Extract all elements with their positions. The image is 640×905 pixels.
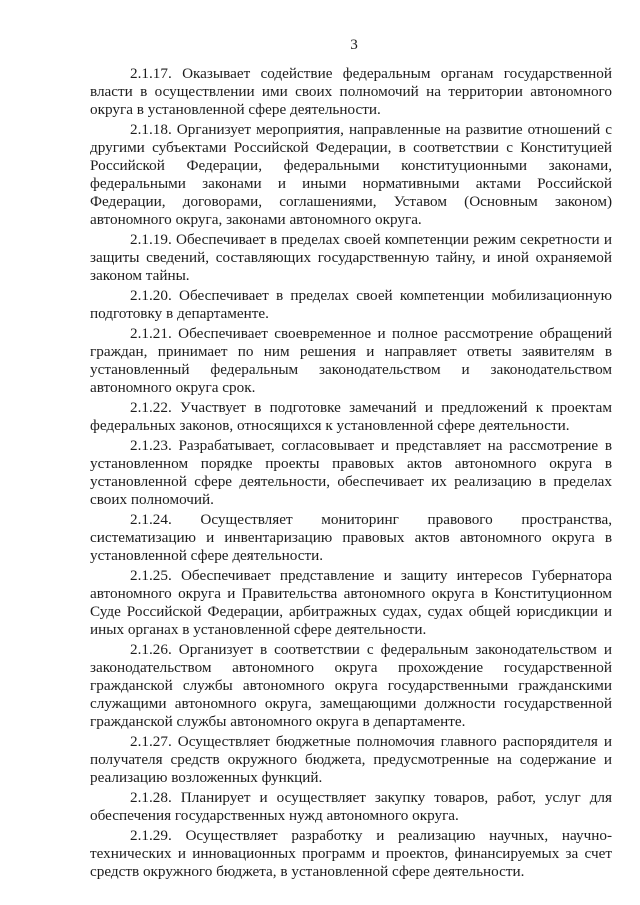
paragraph-2-1-21: 2.1.21. Обеспечивает своевременное и полное рассмотрение обращений граждан, принимает по ним решения и направляет ответы заявителям в установленный федеральным законодательством и законодательством автономного округа срок.: [90, 325, 612, 396]
paragraph-2-1-23: 2.1.23. Разрабатывает, согласовывает и представляет на рассмотрение в установленном порядке проекты правовых актов автономного округа в установленной сфере деятельности, обеспечивает их реализацию в пределах своих полномочий.: [90, 437, 612, 508]
paragraph-2-1-28: 2.1.28. Планирует и осуществляет закупку товаров, работ, услуг для обеспечения государственных нужд автономного округа.: [90, 789, 612, 824]
paragraph-2-1-29: 2.1.29. Осуществляет разработку и реализацию научных, научно-технических и инновационных программ и проектов, финансируемых за счет средств окружного бюджета, в установленной сфере деятельности.: [90, 827, 612, 880]
paragraph-2-1-20: 2.1.20. Обеспечивает в пределах своей компетенции мобилизационную подготовку в департаменте.: [90, 287, 612, 322]
document-page: [90, 36, 612, 883]
paragraph-2-1-25: 2.1.25. Обеспечивает представление и защиту интересов Губернатора автономного округа и Правительства автономного округа в Конституционном Суде Российской Федерации, арбитражных судах, судах общей юрисдикции и иных органах в установленной сфере деятельности.: [90, 567, 612, 638]
paragraph-2-1-24: 2.1.24. Осуществляет мониторинг правового пространства, систематизацию и инвентаризацию правовых актов автономного округа в установленной сфере деятельности.: [90, 511, 612, 564]
paragraph-2-1-18: 2.1.18. Организует мероприятия, направленные на развитие отношений с другими субъектами Российской Федерации, в соответствии с Конституцией Российской Федерации, федеральными конституционными законами, федеральными законами и иными нормативными актами Российской Федерации, договорами, соглашениями, Уставом (Основным законом) автономного округа, законами автономного округа.: [90, 121, 612, 228]
paragraph-2-1-22: 2.1.22. Участвует в подготовке замечаний и предложений к проектам федеральных законов, относящихся к установленной сфере деятельности.: [90, 399, 612, 434]
paragraph-2-1-19: 2.1.19. Обеспечивает в пределах своей компетенции режим секретности и защиты сведений, составляющих государственную тайну, и иной охраняемой законом тайны.: [90, 231, 612, 284]
paragraph-2-1-27: 2.1.27. Осуществляет бюджетные полномочия главного распорядителя и получателя средств окружного бюджета, предусмотренные на содержание и реализацию возложенных функций.: [90, 733, 612, 786]
paragraph-list: [90, 65, 612, 881]
paragraph-2-1-26: 2.1.26. Организует в соответствии с федеральным законодательством и законодательством автономного округа прохождение государственной гражданской службы автономного округа государственными гражданскими служащими автономного округа, замещающими должности государственной гражданской службы автономного округа в департаменте.: [90, 641, 612, 730]
page-number: 3: [350, 36, 358, 53]
paragraph-2-1-17: 2.1.17. Оказывает содействие федеральным органам государственной власти в осуществлении ими своих полномочий на территории автономного округа в установленной сфере деятельности.: [90, 65, 612, 118]
